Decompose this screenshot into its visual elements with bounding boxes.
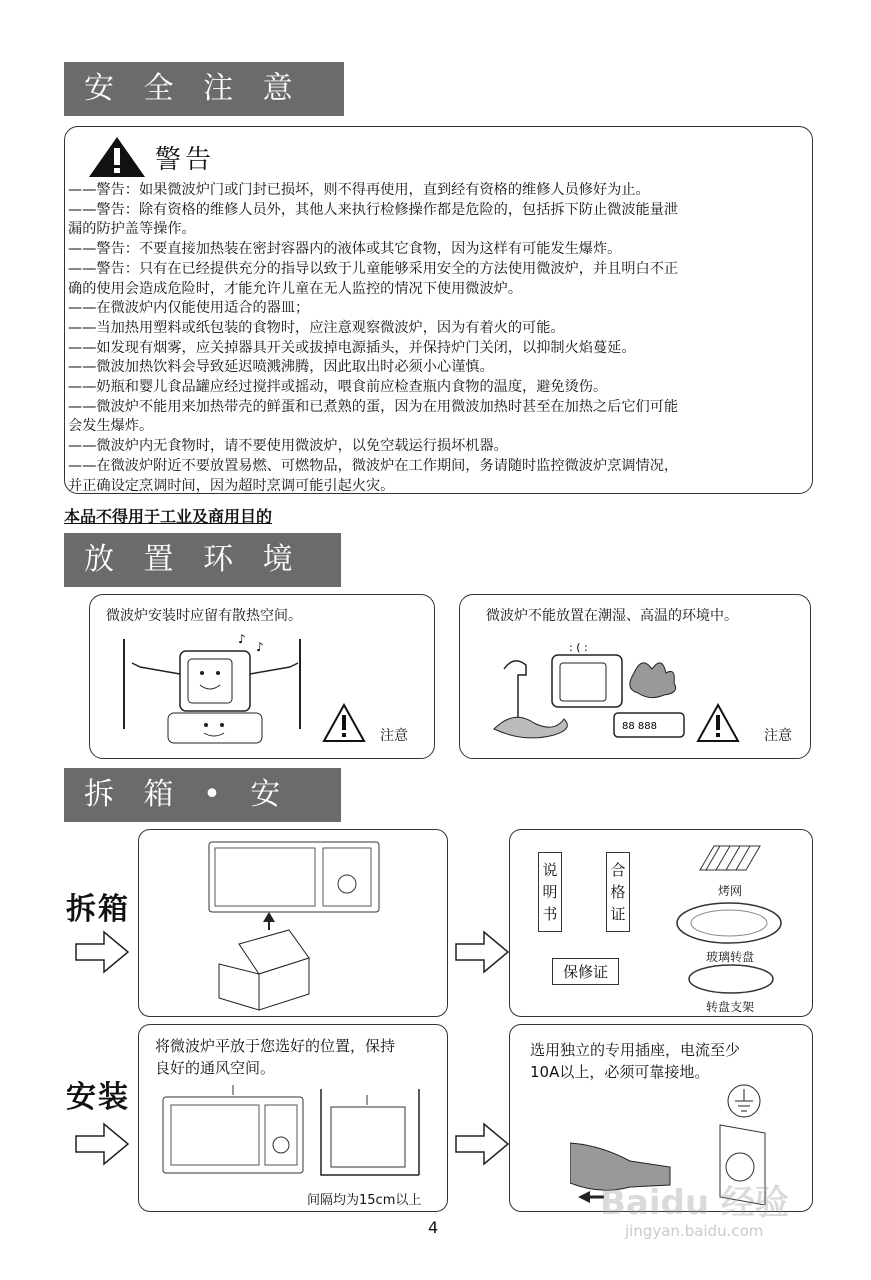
arrow-right-icon	[74, 1122, 130, 1166]
section-title-safety: 安 全 注 意	[64, 62, 344, 116]
glass-tray-illustration	[674, 900, 784, 946]
tray-support-label: 转盘支架	[705, 1000, 754, 1014]
microwave-front-view-illustration	[159, 1085, 309, 1185]
warning-line: ——当加热用塑料或纸包装的食物时，应注意观察微波炉，因为有着火的可能。	[68, 319, 565, 336]
warning-header	[87, 135, 215, 179]
placement-text-line: 将微波炉平放于您选好的位置，保持	[155, 1037, 396, 1055]
warning-line: ——奶瓶和婴儿食品罐应经过搅拌或摇动，喂食前应检查瓶内食物的温度，避免烫伤。	[68, 379, 608, 396]
section-title-environment: 放 置 环 境	[64, 533, 341, 587]
warning-line: ——警告：除有资格的维修人员外，其他人来执行检修操作都是危险的，包括拆下防止微波能量泄	[68, 201, 679, 218]
socket-text-line: 10A以上，必须可靠接地。	[530, 1063, 710, 1081]
clearance-text: 间隔均为15cm以上	[307, 1193, 422, 1208]
arrow-right-icon	[74, 930, 130, 974]
environment-humidity-panel	[459, 594, 811, 759]
microwave-unboxing-illustration	[199, 834, 389, 1014]
unpack-box-panel	[138, 829, 448, 1017]
warning-line: 会发生爆炸。	[68, 418, 154, 435]
warning-line: ——微波炉不能用来加热带壳的鲜蛋和已煮熟的蛋，因为在用微波加热时甚至在加热之后它们可能	[68, 398, 679, 415]
svg-text:♪: ♪	[256, 640, 264, 654]
warning-line: ——警告：如果微波炉门或门封已损坏，则不得再使用，直到经有资格的维修人员修好为止。	[68, 182, 650, 198]
accessories-panel	[509, 829, 813, 1017]
grill-rack-illustration	[690, 840, 770, 880]
section-title-unpack-install: 拆 箱 • 安 装	[64, 768, 341, 822]
environment-ventilation-panel	[89, 594, 435, 759]
warning-line: 漏的防护盖等操作。	[68, 221, 196, 238]
placement-text	[155, 1035, 395, 1079]
glass-tray-label: 玻璃转盘	[705, 950, 754, 964]
warning-line: ——微波加热饮料会导致延迟喷溅沸腾，因此取出时必须小心谨慎。	[68, 359, 494, 376]
warning-line: ——微波炉内无食物时，请不要使用微波炉，以免空载运行损坏机器。	[68, 438, 508, 455]
caution-label: 注意	[764, 728, 792, 744]
warning-line: 并正确设定烹调时间，因为超时烹调可能引起火灾。	[68, 477, 395, 494]
caution-label: 注意	[380, 728, 408, 744]
socket-text	[530, 1039, 740, 1083]
warning-line: ——如发现有烟雾，应关掉器具开关或拔掉电源插头，并保持炉门关闭，以抑制火焰蔓延。	[68, 339, 636, 356]
svg-text:88 888: 88 888	[622, 721, 657, 732]
watermark-url: jingyan.baidu.com	[625, 1222, 764, 1240]
caution-triangle-icon	[322, 703, 366, 743]
install-label: 安装	[66, 1080, 130, 1115]
warning-line: ——在微波炉附近不要放置易燃、可燃物品，微波炉在工作期间，务请随时监控微波炉烹调情况，	[68, 457, 679, 474]
page-number: 4	[428, 1218, 439, 1237]
tray-support-illustration	[686, 962, 776, 996]
watermark-logo: Baidu 经验	[600, 1183, 789, 1223]
warning-list	[68, 181, 810, 496]
happy-microwave-illustration	[110, 629, 320, 749]
placement-text-line: 良好的通风空间。	[155, 1059, 276, 1077]
arrow-right-icon	[454, 930, 510, 974]
warning-title: 警告	[155, 144, 216, 175]
unpack-label: 拆箱	[66, 892, 130, 927]
certificate-document: 合格证	[606, 852, 630, 932]
socket-text-line: 选用独立的专用插座，电流至少	[530, 1041, 741, 1059]
warning-box	[64, 126, 813, 494]
caution-triangle-icon	[696, 703, 740, 743]
commercial-use-notice: 本品不得用于工业及商用目的	[64, 507, 273, 526]
manual-document: 说明书	[538, 852, 562, 932]
svg-text:♪: ♪	[238, 632, 246, 646]
warning-triangle-icon	[87, 135, 147, 179]
microwave-side-view-illustration	[315, 1085, 425, 1185]
ventilation-text: 微波炉安装时应留有散热空间。	[106, 608, 302, 624]
warning-line: 确的使用会造成危险时，才能允许儿童在无人监控的情况下使用微波炉。	[68, 280, 523, 297]
warning-line: ——在微波炉内仅能使用适合的器皿；	[68, 300, 310, 317]
svg-text:: ( :: : ( :	[569, 641, 588, 654]
hazard-environment-illustration	[474, 629, 694, 753]
warning-line: ——警告：只有在已经提供充分的指导以致于儿童能够采用安全的方法使用微波炉，并且明白不正	[68, 260, 679, 277]
warranty-document: 保修证	[552, 958, 619, 985]
grill-label: 烤网	[717, 884, 742, 898]
warning-line: ——警告：不要直接加热装在密封容器内的液体或其它食物，因为这样有可能发生爆炸。	[68, 241, 622, 258]
arrow-right-icon	[454, 1122, 510, 1166]
humidity-text: 微波炉不能放置在潮湿、高温的环境中。	[486, 608, 738, 624]
placement-panel	[138, 1024, 448, 1212]
